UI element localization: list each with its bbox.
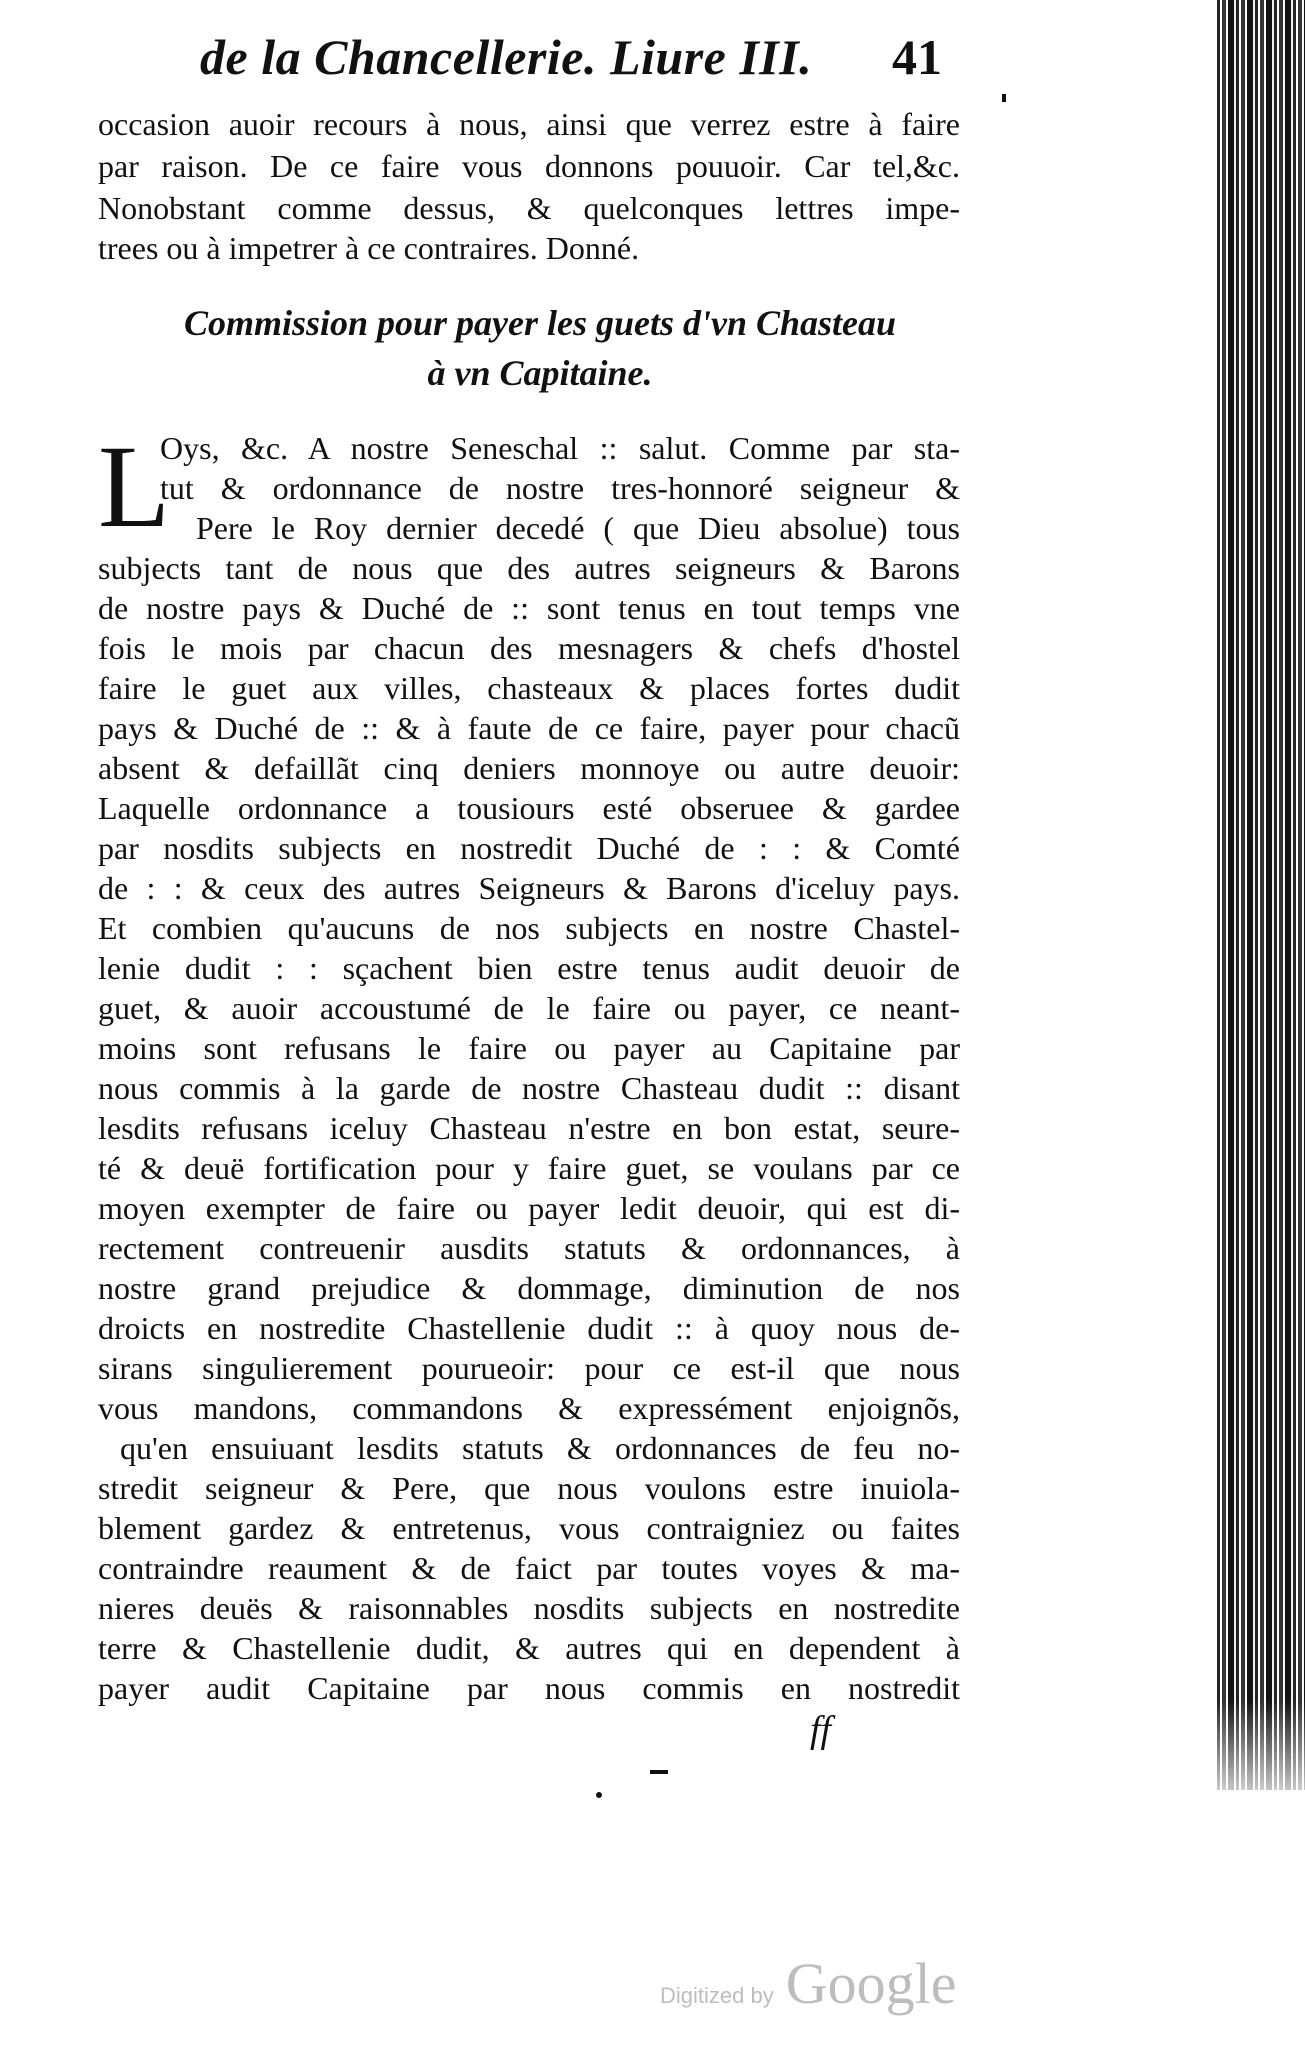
text-line: vous mandons, commandons & expressément enjoignõs, xyxy=(98,1390,960,1426)
text-line: stredit seigneur & Pere, que nous voulons estre inuiola- xyxy=(98,1470,960,1506)
drop-cap: L xyxy=(98,421,171,552)
section-heading-line-1: Commission pour payer les guets d'vn Chasteau xyxy=(183,303,897,343)
text-line: moyen exempter de faire ou payer ledit deuoir, qui est di- xyxy=(98,1190,960,1226)
text-line: payer audit Capitaine par nous commis en nostredit xyxy=(98,1670,960,1706)
text-line: nous commis à la garde de nostre Chasteau dudit :: disant xyxy=(98,1070,960,1106)
digitized-watermark xyxy=(660,1950,956,2017)
text-line: té & deuë fortification pour y faire guet, se voulans par ce xyxy=(98,1150,960,1186)
text-line: lesdits refusans iceluy Chasteau n'estre en bon estat, seure- xyxy=(98,1110,960,1146)
watermark-prefix: Digitized by xyxy=(660,1983,774,2008)
text-line: Nonobstant comme dessus, & quelconques lettres impe- xyxy=(98,190,960,226)
text-line: de nostre pays & Duché de :: sont tenus en tout temps vne xyxy=(98,590,960,626)
text-line: droicts en nostredite Chastellenie dudit :: à quoy nous de- xyxy=(98,1310,960,1346)
text-line: fois le mois par chacun des mesnagers & chefs d'hostel xyxy=(98,630,960,666)
text-line: trees ou à impetrer à ce contraires. Donné. xyxy=(98,230,640,266)
text-line: faire le guet aux villes, chasteaux & places fortes dudit xyxy=(98,670,960,706)
text-line: guet, & auoir accoustumé de le faire ou payer, ce neant- xyxy=(98,990,960,1026)
text-line: par raison. De ce faire vous donnons pouuoir. Car tel,&c. xyxy=(98,148,960,184)
text-line: lenie dudit : : sçachent bien estre tenus audit deuoir de xyxy=(98,950,960,986)
scanned-spine-edge xyxy=(1217,0,1305,1790)
text-line: Laquelle ordonnance a tousiours esté obseruee & gardee xyxy=(98,790,960,826)
text-line: occasion auoir recours à nous, ainsi que verrez estre à faire xyxy=(98,106,960,142)
ink-speck xyxy=(1002,94,1006,102)
watermark-brand: Google xyxy=(785,1951,957,2016)
text-line: Et combien qu'aucuns de nos subjects en nostre Chastel- xyxy=(98,910,960,946)
text-line: pays & Duché de :: & à faute de ce faire, payer pour chacũ xyxy=(98,710,960,746)
text-line: Oys, &c. A nostre Seneschal :: salut. Comme par sta- xyxy=(160,430,960,466)
text-line: absent & defaillãt cinq deniers monnoye ou autre deuoir: xyxy=(98,750,960,786)
text-line: moins sont refusans le faire ou payer au Capitaine par xyxy=(98,1030,960,1066)
text-line: rectement contreuenir ausdits statuts & ordonnances, à xyxy=(98,1230,960,1266)
text-line: terre & Chastellenie dudit, & autres qui en dependent à xyxy=(98,1630,960,1666)
text-line: sirans singulierement pourueoir: pour ce est-il que nous xyxy=(98,1350,960,1386)
text-line: nieres deuës & raisonnables nosdits subjects en nostredite xyxy=(98,1590,960,1626)
ink-speck xyxy=(650,1770,668,1774)
text-line: de : : & ceux des autres Seigneurs & Barons d'iceluy pays. xyxy=(98,870,960,906)
text-line: par nosdits subjects en nostredit Duché de : : & Comté xyxy=(98,830,960,866)
text-line: contraindre reaument & de faict par toutes voyes & ma- xyxy=(98,1550,960,1586)
text-line: Pere le Roy dernier decedé ( que Dieu absolue) tous xyxy=(196,510,960,546)
text-line: qu'en ensuiuant lesdits statuts & ordonnances de feu no- xyxy=(120,1430,960,1466)
text-line: tut & ordonnance de nostre tres-honnoré seigneur & xyxy=(160,470,960,506)
running-title: de la Chancellerie. Liure III. xyxy=(200,29,813,85)
section-heading-line-2: à vn Capitaine. xyxy=(427,353,653,393)
ink-speck xyxy=(596,1792,602,1798)
text-line: blement gardez & entretenus, vous contraigniez ou faites xyxy=(98,1510,960,1546)
page-header xyxy=(200,28,960,92)
text-line: nostre grand prejudice & dommage, diminution de nos xyxy=(98,1270,960,1306)
page-number: 41 xyxy=(892,29,942,85)
text-line: subjects tant de nous que des autres seigneurs & Barons xyxy=(98,550,960,586)
signature-mark: ff xyxy=(810,1709,832,1751)
